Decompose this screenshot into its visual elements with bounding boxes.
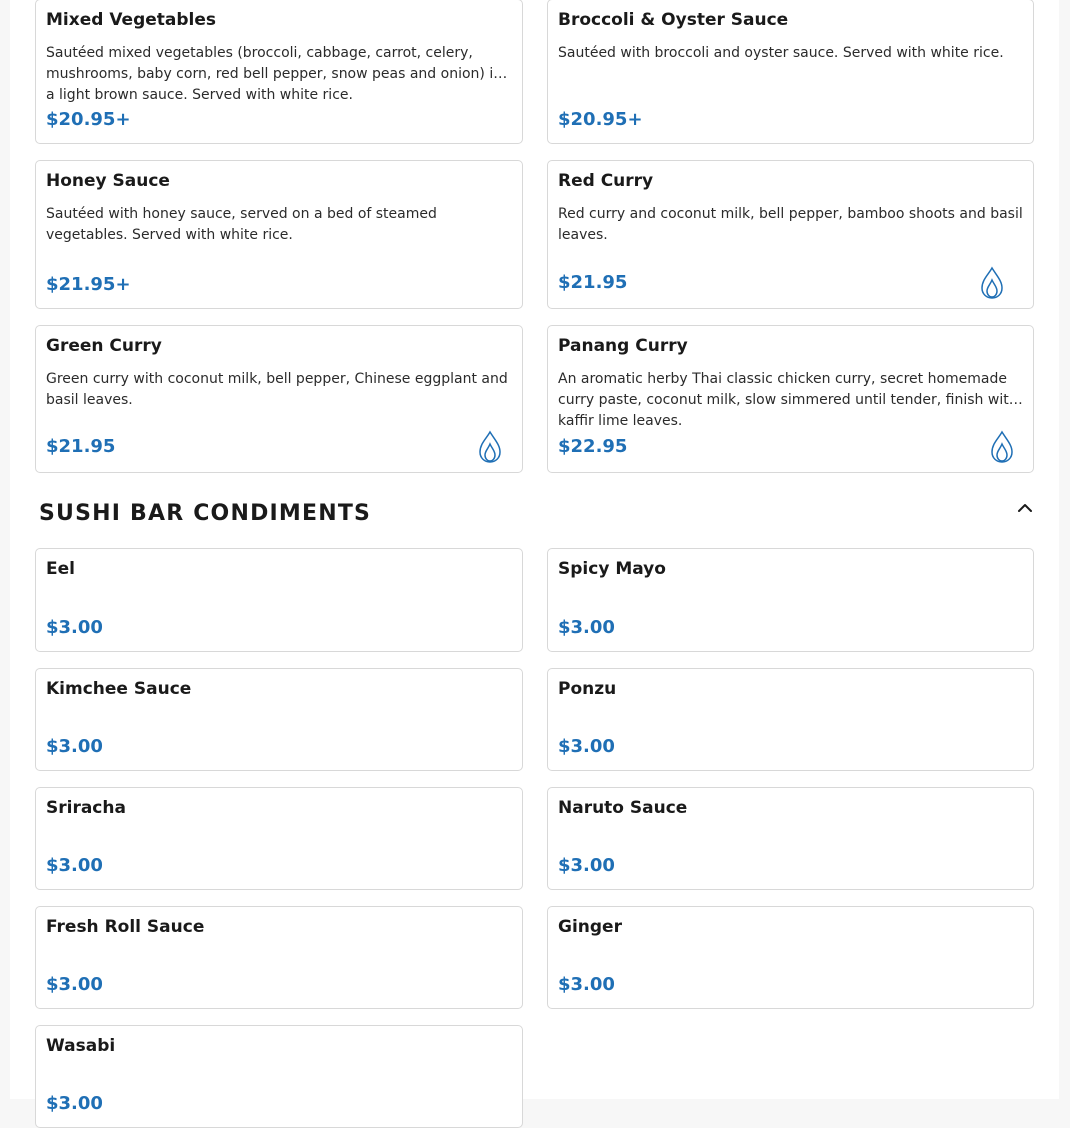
item-name: Wasabi: [46, 1036, 116, 1056]
menu-item-card[interactable]: [35, 787, 523, 890]
item-name: Honey Sauce: [46, 171, 170, 191]
item-price: $21.95+: [46, 274, 131, 295]
item-price: $3.00: [46, 617, 103, 638]
item-name: Broccoli & Oyster Sauce: [558, 10, 789, 30]
menu-item-card[interactable]: [35, 325, 523, 473]
item-price: $21.95: [558, 272, 628, 293]
item-price: $21.95: [46, 436, 116, 457]
item-price: $3.00: [558, 617, 615, 638]
item-description: Green curry with coconut milk, bell pepper, Chinese eggplant and basil leaves.: [46, 371, 508, 408]
item-price: $3.00: [46, 855, 103, 876]
section-title: SUSHI BAR CONDIMENTS: [39, 501, 372, 526]
item-price: $3.00: [46, 974, 103, 995]
spicy-flame-icon: [476, 431, 504, 463]
item-price: $20.95+: [46, 109, 131, 130]
collapse-section-button[interactable]: [1013, 497, 1037, 519]
item-description: Sautéed with broccoli and oyster sauce. Served with white rice.: [558, 45, 1004, 61]
item-price: $22.95: [558, 436, 628, 457]
menu-item-card[interactable]: [35, 0, 523, 144]
menu-item-card[interactable]: [547, 0, 1034, 144]
item-price: $20.95+: [558, 109, 643, 130]
item-name: Sriracha: [46, 798, 126, 818]
menu-item-card[interactable]: [547, 160, 1034, 309]
item-name: Ginger: [558, 917, 622, 937]
item-description: An aromatic herby Thai classic chicken curry, secret homemade curry paste, coconut milk, slow simmered until tender, finish with kaffir lime leaves.: [558, 371, 1018, 429]
item-name: Fresh Roll Sauce: [46, 917, 205, 937]
item-name: Naruto Sauce: [558, 798, 688, 818]
menu-item-card[interactable]: [35, 548, 523, 652]
menu-item-card[interactable]: [35, 906, 523, 1009]
item-name: Spicy Mayo: [558, 559, 666, 579]
item-description: Sautéed mixed vegetables (broccoli, cabbage, carrot, celery, mushrooms, baby corn, red bell pepper, snow peas and onion) in a light brown sauce. Served with white rice.: [46, 45, 503, 103]
item-price: $3.00: [558, 974, 615, 995]
item-name: Ponzu: [558, 679, 617, 699]
item-price: $3.00: [46, 1093, 103, 1114]
menu-item-card[interactable]: [547, 787, 1034, 890]
menu-item-card[interactable]: [35, 160, 523, 309]
item-name: Panang Curry: [558, 336, 688, 356]
menu-item-card[interactable]: [547, 548, 1034, 652]
spicy-flame-icon: [978, 267, 1006, 299]
item-name: Kimchee Sauce: [46, 679, 192, 699]
item-price: $3.00: [558, 855, 615, 876]
item-name: Eel: [46, 559, 75, 579]
menu-item-card[interactable]: [547, 325, 1034, 473]
item-name: Red Curry: [558, 171, 654, 191]
spicy-flame-icon: [988, 431, 1016, 463]
item-name: Mixed Vegetables: [46, 10, 217, 30]
chevron-up-icon: [1013, 497, 1037, 519]
item-name: Green Curry: [46, 336, 162, 356]
item-price: $3.00: [46, 736, 103, 757]
item-description: Sautéed with honey sauce, served on a bed of steamed vegetables. Served with white rice.: [46, 206, 437, 243]
menu-item-card[interactable]: [547, 906, 1034, 1009]
menu-item-card[interactable]: [35, 1025, 523, 1128]
menu-item-card[interactable]: [547, 668, 1034, 771]
menu-page: [10, 0, 1059, 1114]
menu-item-card[interactable]: [35, 668, 523, 771]
item-price: $3.00: [558, 736, 615, 757]
item-description: Red curry and coconut milk, bell pepper, bamboo shoots and basil leaves.: [558, 206, 1023, 243]
